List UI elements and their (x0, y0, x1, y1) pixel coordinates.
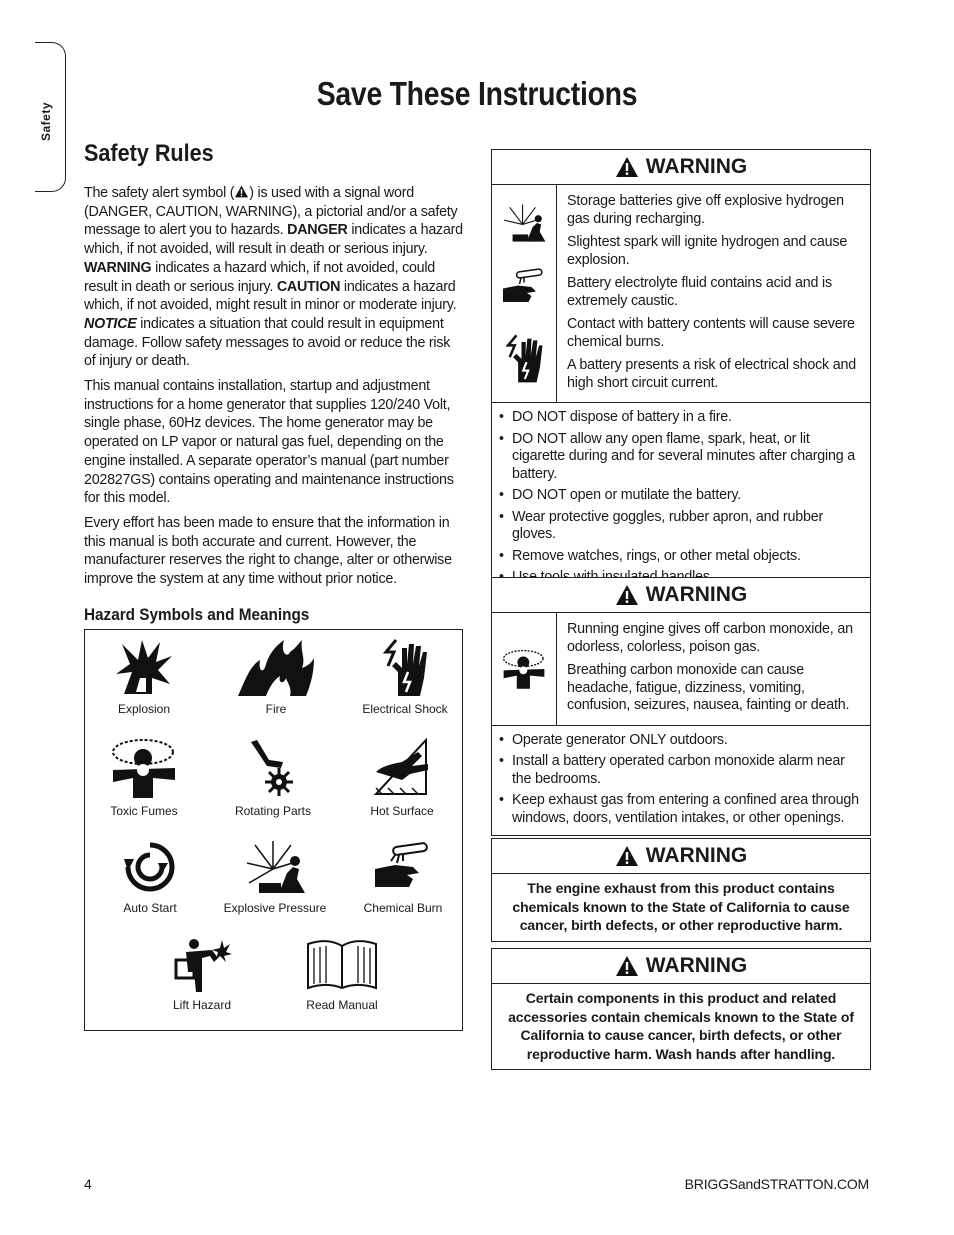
battery-hazard-item: Slightest spark will ignite hydrogen and cause explosion. (567, 234, 848, 268)
warning-header (492, 578, 870, 613)
list-item: • Operate generator ONLY outdoors. (498, 732, 864, 750)
caution-word: CAUTION (276, 278, 341, 295)
electrical-shock-label: Electrical Shock (362, 702, 448, 716)
accuracy-paragraph: Every effort has been made to ensure that the information in this manual is both accurate and current. However, the manufacturer reserves the right to change, alter or otherwise improve the system at any time without prior notice. (84, 514, 452, 588)
co-hazard-text (557, 613, 870, 725)
alert-symbol-icon (234, 185, 249, 198)
chemical-burn-label: Chemical Burn (363, 901, 443, 915)
fire-icon (236, 638, 316, 696)
read-manual-label: Read Manual (306, 998, 378, 1012)
page-title: Save These Instructions (316, 75, 638, 112)
chemical-burn-icon (501, 266, 547, 308)
warning-triangle-icon (615, 845, 639, 867)
p1-text-e: indicates a hazard which, if not avoided, might result in minor or moderate injury. (84, 278, 457, 314)
hazard-explosion (79, 638, 209, 716)
p1-text-b: ) is used with a signal word (DANGER, CAUTION, WARNING), a pictorial and/or a safety message to alert you to hazards. (84, 185, 458, 239)
toxic-fumes-icon (501, 649, 547, 689)
manual-scope-paragraph: This manual contains installation, startup and adjustment instructions for a home generator that supplies 120/240 Volt, single phase, 60Hz devices. The home generator may be operated on LP vapor or natural gas fuel, depending on the engine installed. A separate operator’s manual (part number 202827GS) contains operating and maintenance instructions for this model. (84, 378, 454, 507)
left-column (84, 140, 464, 625)
notice-word: NOTICE (84, 315, 137, 332)
toxic-fumes-label: Toxic Fumes (110, 804, 178, 818)
warning-header (492, 150, 870, 185)
exhaust-chemicals-message: The engine exhaust from this product contains chemicals known to the State of California to cause cancer, birth defects, or other reproductive harm. (512, 880, 850, 934)
explosive-pressure-label: Explosive Pressure (223, 901, 327, 915)
list-item: • DO NOT open or mutilate the battery. (498, 487, 864, 505)
co-icon-column (492, 613, 557, 725)
explosive-pressure-icon (243, 839, 307, 895)
warning-label: WARNING (645, 155, 748, 178)
warning-word: WARNING (84, 259, 152, 276)
page-number: 4 (84, 1176, 92, 1192)
hazard-toxic-fumes (79, 738, 209, 818)
battery-warning-box (491, 149, 871, 596)
list-item: • Wear protective goggles, rubber apron, and rubber gloves. (498, 509, 864, 544)
hazard-symbols-box (84, 629, 463, 1031)
p1-text-c: indicates a hazard which, if not avoided, will result in death or serious injury. (84, 222, 463, 258)
battery-precautions-list (492, 403, 870, 595)
p1-text-d: indicates a hazard which, if not avoided, could result in death or serious injury. (84, 259, 436, 295)
safety-rules-heading: Safety Rules (84, 140, 214, 167)
electrical-shock-icon (503, 332, 545, 384)
battery-hazard-text (557, 185, 870, 402)
warning-header (492, 949, 870, 984)
auto-start-label: Auto Start (123, 901, 177, 915)
co-hazard-item: Running engine gives off carbon monoxide, an odorless, colorless, poison gas. (567, 621, 853, 655)
explosive-pressure-icon (501, 203, 547, 243)
warning-triangle-icon (615, 584, 639, 606)
hazard-auto-start (85, 839, 215, 915)
fire-label: Fire (265, 702, 287, 716)
explosion-label: Explosion (117, 702, 171, 716)
danger-word: DANGER (287, 222, 348, 239)
battery-hazard-item: Battery electrolyte fluid contains acid and is extremely caustic. (567, 275, 832, 309)
list-item: • Remove watches, rings, or other metal objects. (498, 548, 864, 566)
section-tab-label: Safety (39, 101, 53, 141)
warning-triangle-icon (615, 955, 639, 977)
p1-text-a: The safety alert symbol ( (84, 185, 235, 201)
section-tab (35, 42, 66, 192)
list-item: • Keep exhaust gas from entering a confined area through windows, doors, ventilation intakes, or other openings. (498, 792, 864, 827)
battery-hazard-item: A battery presents a risk of electrical shock and high short circuit current. (567, 357, 856, 391)
hazard-rotating-parts (208, 738, 338, 818)
battery-hazard-item: Storage batteries give off explosive hydrogen gas during recharging. (567, 193, 844, 227)
toxic-fumes-icon (109, 738, 179, 798)
hazard-explosive-pressure (210, 839, 340, 915)
exhaust-chemicals-warning-box (491, 838, 871, 942)
warning-label: WARNING (645, 583, 748, 606)
co-hazard-row (492, 613, 870, 726)
list-item: • DO NOT allow any open flame, spark, heat, or lit cigarette during and for several minutes after charging a battery. (498, 431, 864, 484)
rotating-parts-label: Rotating Parts (234, 804, 312, 818)
battery-hazard-row (492, 185, 870, 403)
hazard-hot-surface (337, 738, 467, 818)
safety-alert-paragraph (84, 184, 464, 371)
warning-label: WARNING (645, 954, 748, 977)
hot-surface-icon (372, 738, 432, 798)
read-manual-icon (304, 938, 380, 992)
component-chemicals-warning-box (491, 948, 871, 1070)
electrical-shock-icon (380, 638, 430, 696)
hazard-symbols-heading: Hazard Symbols and Meanings (84, 604, 310, 624)
warning-header (492, 839, 870, 874)
lift-hazard-label: Lift Hazard (172, 998, 232, 1012)
battery-hazard-item: Contact with battery contents will cause severe chemical burns. (567, 316, 855, 350)
component-chemicals-message: Certain components in this product and related accessories contain chemicals known to the State of California to cause cancer, birth defects, or other reproductive harm. Wash hands after handling. (508, 990, 854, 1062)
hot-surface-label: Hot Surface (370, 804, 434, 818)
hazard-lift-hazard (137, 938, 267, 1012)
hazard-chemical-burn (338, 839, 468, 915)
co-hazard-item: Breathing carbon monoxide can cause headache, fatigue, dizziness, vomiting, confusion, seizures, nausea, fainting or death. (567, 662, 850, 713)
chemical-burn-icon (373, 839, 433, 895)
rotating-parts-icon (243, 738, 303, 798)
list-item: • Install a battery operated carbon monoxide alarm near the bedrooms. (498, 753, 864, 788)
p1-text-f: indicates a situation that could result in equipment damage. Follow safety messages to avoid or reduce the risk of injury or death. (84, 315, 451, 370)
warning-label: WARNING (645, 844, 748, 867)
auto-start-icon (122, 839, 178, 895)
hazard-electrical-shock (340, 638, 470, 716)
co-precautions-list (492, 726, 870, 836)
website-footer: BRIGGSandSTRATTON.COM (684, 1176, 869, 1192)
explosion-icon (112, 638, 176, 696)
lift-hazard-icon (172, 938, 232, 992)
list-item: • DO NOT dispose of battery in a fire. (498, 409, 864, 427)
battery-icon-column (492, 185, 557, 402)
hazard-fire (211, 638, 341, 716)
carbon-monoxide-warning-box (491, 577, 871, 836)
hazard-read-manual (277, 938, 407, 1012)
warning-triangle-icon (615, 156, 639, 178)
